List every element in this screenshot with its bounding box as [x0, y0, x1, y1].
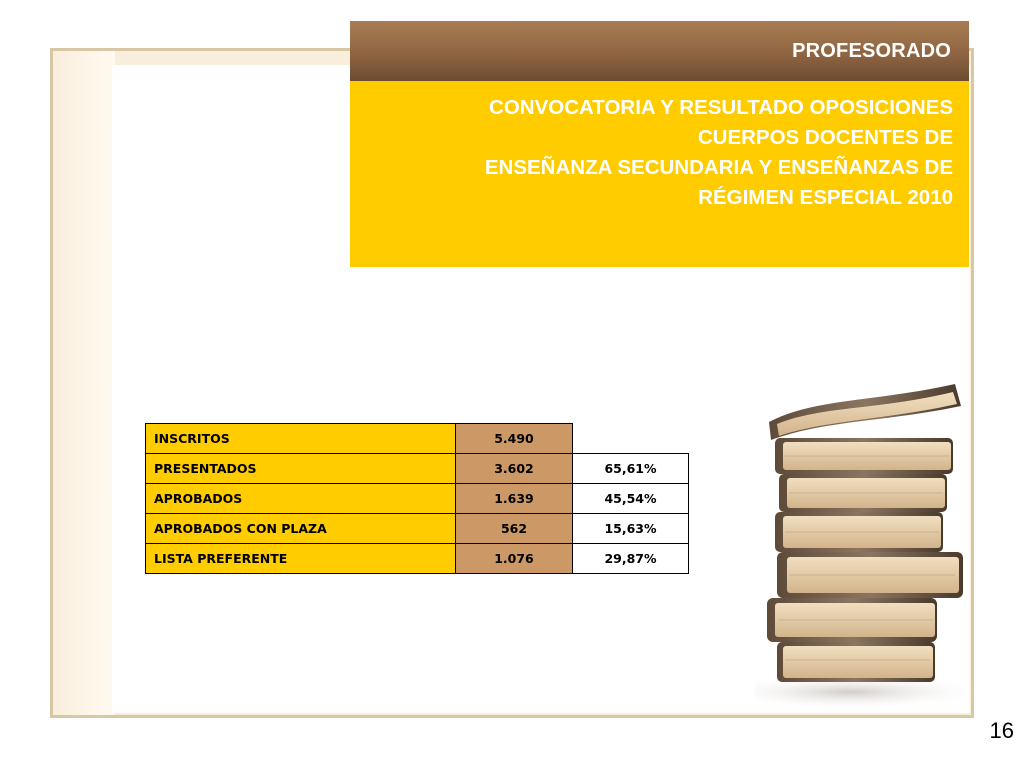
table-row [146, 484, 689, 514]
row-percent: 45,54% [573, 484, 689, 514]
row-value: 1.076 [456, 544, 573, 574]
row-label: INSCRITOS [146, 424, 456, 454]
row-value: 5.490 [456, 424, 573, 454]
section-header-bar [350, 21, 969, 81]
row-value: 3.602 [456, 454, 573, 484]
row-value: 1.639 [456, 484, 573, 514]
table-row [146, 514, 689, 544]
table-row [146, 424, 689, 454]
slide-title: CONVOCATORIA Y RESULTADO OPOSICIONES CUERPOS DOCENTES DE ENSEÑANZA SECUNDARIA Y ENSEÑANZAS DE RÉGIMEN ESPECIAL 2010 [484, 96, 953, 209]
results-table [145, 423, 689, 574]
stack-of-books-icon [755, 380, 975, 710]
page-number: 16 [989, 718, 1014, 743]
row-percent: 15,63% [573, 514, 689, 544]
title-box [350, 81, 969, 267]
frame-shading [53, 51, 115, 715]
row-percent: 65,61% [573, 454, 689, 484]
row-label: LISTA PREFERENTE [146, 544, 456, 574]
row-label: APROBADOS [146, 484, 456, 514]
row-label: APROBADOS CON PLAZA [146, 514, 456, 544]
row-percent [573, 424, 689, 454]
table-row [146, 454, 689, 484]
row-label: PRESENTADOS [146, 454, 456, 484]
row-percent: 29,87% [573, 544, 689, 574]
section-title: PROFESORADO [792, 39, 951, 62]
table-row [146, 544, 689, 574]
row-value: 562 [456, 514, 573, 544]
